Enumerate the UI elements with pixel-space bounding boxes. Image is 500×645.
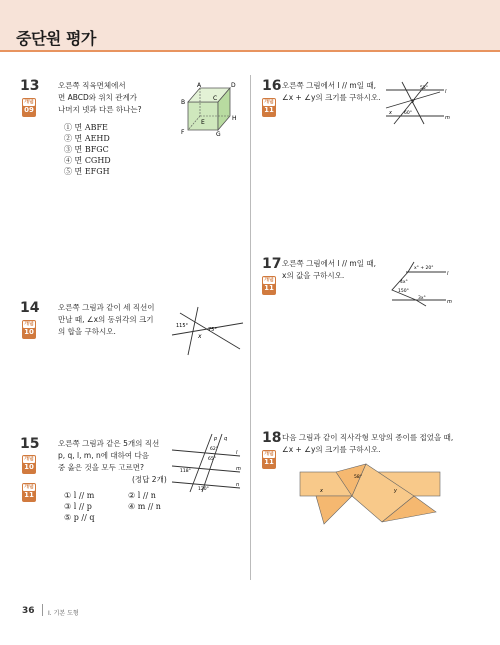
option-5[interactable]: ⑤ p // q	[64, 513, 95, 522]
vertex-label: F	[181, 129, 185, 136]
angle-label: 58°	[354, 475, 362, 480]
zigzag-figure	[386, 260, 452, 308]
vertex-label: C	[213, 95, 218, 102]
line-label: m	[445, 115, 450, 121]
angle-label: x	[198, 333, 202, 340]
line-label: l	[236, 450, 238, 456]
folded-paper-figure	[296, 462, 446, 528]
page-header	[0, 0, 500, 52]
angle-label: 62°	[210, 447, 218, 452]
angle-label: x	[389, 110, 392, 116]
angle-label: 120°	[198, 487, 209, 492]
option-2[interactable]: ② 면 AEHD	[64, 134, 110, 143]
question-number: 13	[20, 78, 40, 94]
vertex-label: D	[231, 82, 236, 89]
concept-badge: 개념 11	[22, 483, 36, 502]
line-label: m	[447, 299, 452, 305]
concept-badge: 개념 11	[262, 98, 276, 117]
angle-label: x	[320, 488, 323, 494]
angle-label: 150°	[398, 289, 409, 294]
line-label: n	[236, 482, 240, 488]
line-label: p	[214, 436, 218, 442]
option-2[interactable]: ② l // n	[128, 491, 156, 500]
vertex-label: E	[201, 119, 205, 126]
angle-label: 115°	[176, 323, 189, 329]
five-lines-figure	[170, 432, 245, 494]
angle-label: 65°	[208, 457, 216, 462]
concept-badge: 개념 10	[22, 455, 36, 474]
vertex-label: A	[197, 82, 202, 89]
question-number: 16	[262, 78, 282, 94]
concept-badge: 개념 11	[262, 276, 276, 295]
line-label: q	[224, 436, 228, 442]
parallel-lines-figure	[384, 80, 450, 126]
line-label: m	[236, 466, 241, 472]
angle-label: 75°	[208, 327, 217, 333]
question-text: 오른쪽 직육면체에서 면 ABCD와 위치 관계가 나머지 넷과 다른 하나는?	[58, 81, 142, 114]
option-1[interactable]: ① l // m	[64, 491, 95, 500]
question-text: 오른쪽 그림에서 l // m일 때, x의 값을 구하시오.	[282, 259, 376, 280]
vertex-label: H	[232, 115, 237, 122]
page-number: 36	[22, 606, 35, 616]
line-label: l	[445, 89, 447, 95]
chapter-label: I. 기본 도형	[48, 610, 79, 617]
line-label: l	[447, 271, 449, 277]
option-4[interactable]: ④ 면 CGHD	[64, 156, 111, 165]
question-number: 17	[262, 256, 282, 272]
angle-label: 3x°	[418, 296, 426, 301]
concept-badge: 개념 10	[22, 320, 36, 339]
option-1[interactable]: ① 면 ABFE	[64, 123, 108, 132]
angle-label: 118°	[180, 469, 191, 474]
question-number: 14	[20, 300, 40, 316]
question-text: 오른쪽 그림과 같은 5개의 직선 p, q, l, m, n에 대하여 다음 중 옳은 것을 모두 고르면?	[58, 439, 160, 472]
three-lines-figure	[170, 305, 245, 357]
page-title: 중단원 평가	[16, 29, 96, 48]
column-divider	[250, 75, 251, 580]
angle-label: y	[394, 488, 397, 494]
angle-label: x° + 20°	[414, 266, 434, 271]
concept-badge: 개념 09	[22, 98, 36, 117]
angle-label: 55°	[420, 86, 428, 91]
question-number: 18	[262, 430, 282, 446]
question-text: 오른쪽 그림에서 l // m일 때, ∠x + ∠y의 크기를 구하시오.	[282, 81, 381, 102]
answer-options	[64, 122, 111, 177]
angle-label: 4x°	[400, 280, 408, 285]
question-text: 다음 그림과 같이 직사각형 모양의 종이를 접었을 때, ∠x + ∠y의 크기를 구하시오.	[282, 433, 454, 454]
option-4[interactable]: ④ m // n	[128, 502, 161, 511]
vertex-label: B	[181, 99, 186, 106]
option-3[interactable]: ③ l // p	[64, 502, 92, 511]
option-5[interactable]: ⑤ 면 EFGH	[64, 167, 110, 176]
cuboid-figure	[172, 80, 244, 136]
angle-label: y	[412, 98, 415, 104]
answer-count: (정답 2개)	[132, 475, 167, 484]
question-text: 오른쪽 그림과 같이 세 직선이 만날 때, ∠x의 동위각의 크기 의 합을 구하시오.	[58, 303, 155, 336]
concept-badge: 개념 11	[262, 450, 276, 469]
footer-divider	[42, 604, 43, 616]
answer-options	[64, 490, 124, 523]
vertex-label: G	[216, 131, 221, 136]
angle-label: 60°	[404, 111, 412, 116]
header-rule	[0, 50, 500, 52]
option-3[interactable]: ③ 면 BFGC	[64, 145, 109, 154]
question-number: 15	[20, 436, 40, 452]
